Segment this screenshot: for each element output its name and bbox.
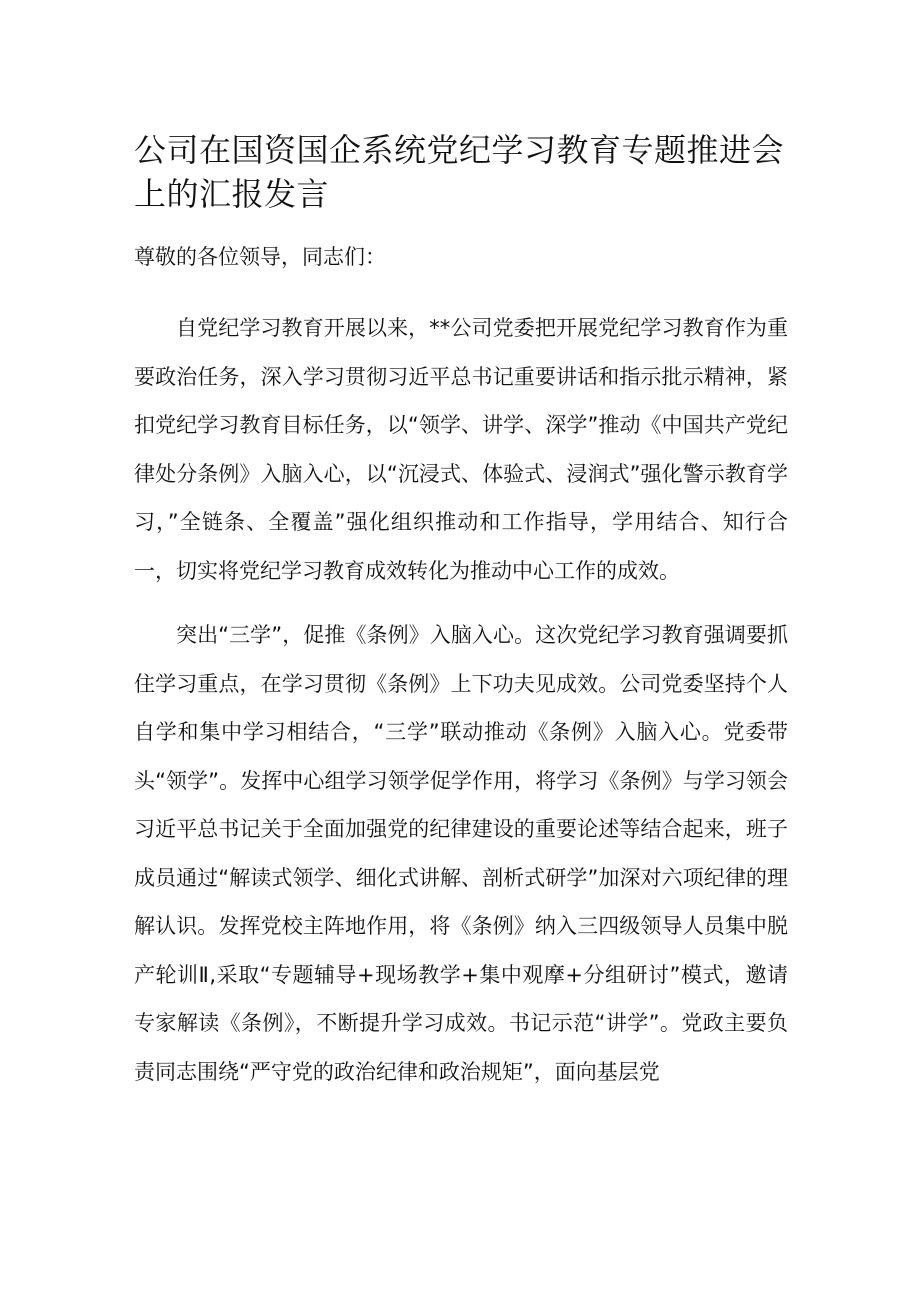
document-title: 公司在国资国企系统党纪学习教育专题推进会上的汇报发言 (134, 131, 785, 213)
paragraph-intro: 自党纪学习教育开展以来，**公司党委把开展党纪学习教育作为重要政治任务，深入学习贯彻习近平总书记重要讲话和指示批示精神，紧扣党纪学习教育目标任务，以“领学、讲学、深学”推动《中国共产党纪律处分条例》入脑入心，以“沉浸式、体验式、浸润式”强化警示教育学习，”全链条、全覆盖”强化组织推动和工作指导，学用结合、知行合一，切实将党纪学习教育成效转化为推动中心工作的成效。 (134, 316, 788, 583)
paragraph-three-studies: 突出“三学”，促推《条例》入脑入心。这次党纪学习教育强调要抓住学习重点，在学习贯彻《条例》上下功夫见成效。公司党委坚持个人自学和集中学习相结合，“三学”联动推动《条例》入脑入心。党委带头“领学”。发挥中心组学习领学促学作用，将学习《条例》与学习领会习近平总书记关于全面加强党的纪律建设的重要论述等结合起来，班子成员通过“解读式领学、细化式讲解、剖析式研学”加深对六项纪律的理解认识。发挥党校主阵地作用，将《条例》纳入三四级领导人员集中脱产轮训Ⅱ,采取“专题辅导+现场教学+集中观摩+分组研讨”模式，邀请专家解读《条例》，不断提升学习成效。书记示范“讲学”。党政主要负责同志围绕“严守党的政治纪律和政治规矩”，面向基层党 (134, 623, 788, 1084)
document-page (134, 128, 788, 1096)
salutation: 尊敬的各位领导，同志们： (134, 245, 386, 269)
